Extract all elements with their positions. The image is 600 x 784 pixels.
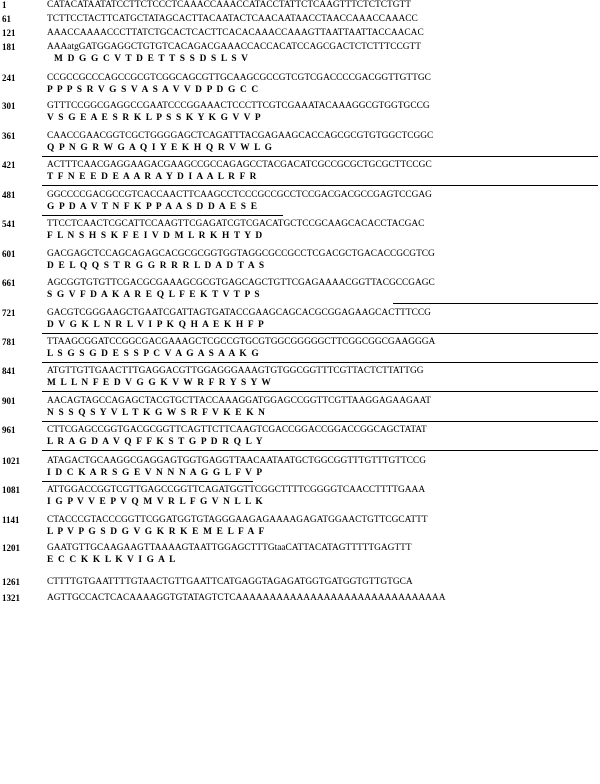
- position-number: 541: [2, 219, 16, 229]
- nucleotide-sequence: CATACATAATATCCTTCTCCCTCAAACCAAACCATACCTATTCTCAAGTTTCTCTCTGTT: [47, 0, 411, 10]
- domain-underline: [42, 362, 598, 363]
- nucleotide-sequence: CAACCGAACGGTCGCTGGGGAGCTCAGATTTACGAGAAGCACCAGCGCGTGTGGCTCGGC: [47, 131, 434, 141]
- nucleotide-sequence: AGTTGCCACTCACAAAAGGTGTATAGTCTCAAAAAAAAAAAAAAAAAAAAAAAAAAAAAAA: [47, 593, 446, 603]
- amino-acid-sequence: V S G E A E S R K L P S S K Y K G V V P: [47, 113, 261, 123]
- position-number: 841: [2, 366, 16, 376]
- nucleotide-sequence: ATAGACTGCAAGGCGAGGAGTGGTGAGGTTAACAATAATGCTGGCGGTTTGTTTGTTCCG: [47, 456, 426, 466]
- position-number: 301: [2, 101, 16, 111]
- amino-acid-sequence: Q P N G R W G A Q I Y E K H Q R V W L G: [47, 143, 272, 153]
- position-number: 721: [2, 308, 16, 318]
- position-number: 481: [2, 190, 16, 200]
- position-number: 961: [2, 425, 16, 435]
- nucleotide-sequence: GACGTCGGGAAGCTGAATCGATTAGTGATACCGAAGCAGCACGCGGAGAAGCACTTTCCG: [47, 308, 431, 318]
- position-number: 1141: [2, 515, 20, 525]
- position-number: 1321: [2, 593, 20, 603]
- amino-acid-sequence: F L N S H S K F E I V D M L R K H T Y D: [47, 231, 263, 241]
- nucleotide-sequence: AAAatgGATGGAGGCTGTGTCACAGACGAAACCACCACATCCAGCGACTCTCTTTCCGTT: [47, 42, 421, 52]
- amino-acid-sequence: L P V P G S D G V G K R K E M E L F A F: [47, 527, 265, 537]
- position-number: 1261: [2, 577, 20, 587]
- nucleotide-sequence: TCTTCCTACTTCATGCTATAGCACTTACAATACTCAACAATAACCTAACCAAACCAAACC: [47, 14, 418, 24]
- domain-underline: [42, 185, 598, 186]
- position-number: 781: [2, 337, 16, 347]
- nucleotide-sequence: CTTTTGTGAATTTTGTAACTGTTGAATTCATGAGGTAGAGATGGTGATGGTGTTGTGCA: [47, 577, 413, 587]
- amino-acid-sequence: S G V F D A K A R E Q L F E K T V T P S: [47, 290, 260, 300]
- nucleotide-sequence: ATTGGACCGGTCGTTGAGCCGGTTCAGATGGTTCGGCTTTTCGGGGTCAACCTTTTGAAA: [47, 485, 426, 495]
- domain-underline: [42, 421, 598, 422]
- amino-acid-sequence: P P P S R V G S V A S A V V D P D G C C: [47, 85, 259, 95]
- nucleotide-sequence: AGCGGTGTGTTCGACGCGAAAGCGCGTGAGCAGCTGTTCGAGAAAACGGTTACGCCGAGC: [47, 278, 435, 288]
- position-number: 361: [2, 131, 16, 141]
- amino-acid-sequence: I D C K A R S G E V N N N A G G L F V P: [47, 468, 263, 478]
- amino-acid-sequence: L R A G D A V Q F F K S T G P D R Q L Y: [47, 437, 263, 447]
- amino-acid-sequence: M L L N F E D V G G K V W R F R Y S Y W: [47, 378, 271, 388]
- nucleotide-sequence: TTCCTCAACTCGCATTCCAAGTTCGAGATCGTCGACATGCTCCGCAAGCACACCTACGAC: [47, 219, 425, 229]
- position-number: 601: [2, 249, 16, 259]
- nucleotide-sequence: GGCCCCGACGCCGTCACCAACTTCAAGCCTCCCGCCGCCTCCGACGACGCCGAGTCCGAG: [47, 190, 432, 200]
- domain-underline: [393, 303, 598, 304]
- amino-acid-sequence: I G P V V E P V Q M V R L F G V N L L K: [47, 497, 263, 507]
- nucleotide-sequence: CCGCCGCCCAGCCGCGTCGGCAGCGTTGCAAGCGCCGTCGTCGACCCCGACGGTTGTTGC: [47, 73, 431, 83]
- nucleotide-sequence: GTTTCCGGCGAGGCCGAATCCCGGAAACTCCCTTCGTCGAAATACAAAGGCGTGGTGCCG: [47, 101, 430, 111]
- amino-acid-sequence: D V G K L N R L V I P K Q H A E K H F P: [47, 320, 264, 330]
- nucleotide-sequence: CTACCCGTACCCGGTTCGGATGGTGTAGGGAAGAGAAAAGAGATGGAACTGTTCGCATTT: [47, 515, 428, 525]
- domain-underline: [42, 215, 283, 216]
- position-number: 1: [2, 0, 7, 10]
- nucleotide-sequence: ATGTTGTTGAACTTTGAGGACGTTGGAGGGAAAGTGTGGCGGTTTCGTTACTCTTATTGG: [47, 366, 424, 376]
- position-number: 901: [2, 396, 16, 406]
- position-number: 1021: [2, 456, 20, 466]
- position-number: 1201: [2, 543, 20, 553]
- domain-underline: [42, 481, 253, 482]
- nucleotide-sequence: GAATGTTGCAAGAAGTTAAAAGTAATTGGAGCTTTGtaaCATTACATAGTTTTTGAGTTT: [47, 543, 412, 553]
- nucleotide-sequence: CTTCGAGCCGGTGACGCGGTTCAGTTCTTCAAGTCGACCGGACCGGACCGGCAGCTATAT: [47, 425, 427, 435]
- amino-acid-sequence: N S S Q S Y V L T K G W S R F V K E K N: [47, 408, 265, 418]
- amino-acid-sequence: L S G S G D E S S P C V A G A S A A K G: [47, 349, 259, 359]
- amino-acid-sequence: E C C K K L K V I G A L: [47, 555, 176, 565]
- amino-acid-sequence: T F N E E D E A A R A Y D I A A L R F R: [47, 172, 257, 182]
- nucleotide-sequence: AACAGTAGCCAGAGCTACGTGCTTACCAAAGGATGGAGCCGGTTCGTTAAGGAGAAGAAT: [47, 396, 431, 406]
- position-number: 661: [2, 278, 16, 288]
- position-number: 241: [2, 73, 16, 83]
- domain-underline: [42, 156, 598, 157]
- amino-acid-sequence: D E L Q Q S T R G G R R R L D A D T A S: [47, 261, 265, 271]
- position-number: 181: [2, 42, 16, 52]
- domain-underline: [42, 450, 598, 451]
- nucleotide-sequence: GACGAGCTCCAGCAGAGCACGCGCGGTGGTAGGCGCCGCCTCGACGCTGACACCGCGTCG: [47, 249, 435, 259]
- amino-acid-sequence: G P D A V T N F K P P A A S D D A E S E: [47, 202, 257, 212]
- position-number: 121: [2, 28, 16, 38]
- nucleotide-sequence: AAACCAAAACCCTTATCTGCACTCACTTCACACAAACCAAAGTTAATTAATTACCAACAC: [47, 28, 424, 38]
- domain-underline: [42, 391, 598, 392]
- position-number: 1081: [2, 485, 20, 495]
- domain-underline: [42, 333, 598, 334]
- nucleotide-sequence: ACTTTCAACGAGGAAGACGAAGCCGCCAGAGCCTACGACATCGCCGCGCTGCGCTTCCGC: [47, 160, 432, 170]
- nucleotide-sequence: TTAAGCGGATCCGGCGACGAAAGCTCGCCGTGCGTGGCGGGGGCTTCGGCGGCGAAGGGA: [47, 337, 436, 347]
- amino-acid-sequence: M D G G C V T D E T T S S D S L S V: [47, 54, 248, 64]
- position-number: 61: [2, 14, 11, 24]
- position-number: 421: [2, 160, 16, 170]
